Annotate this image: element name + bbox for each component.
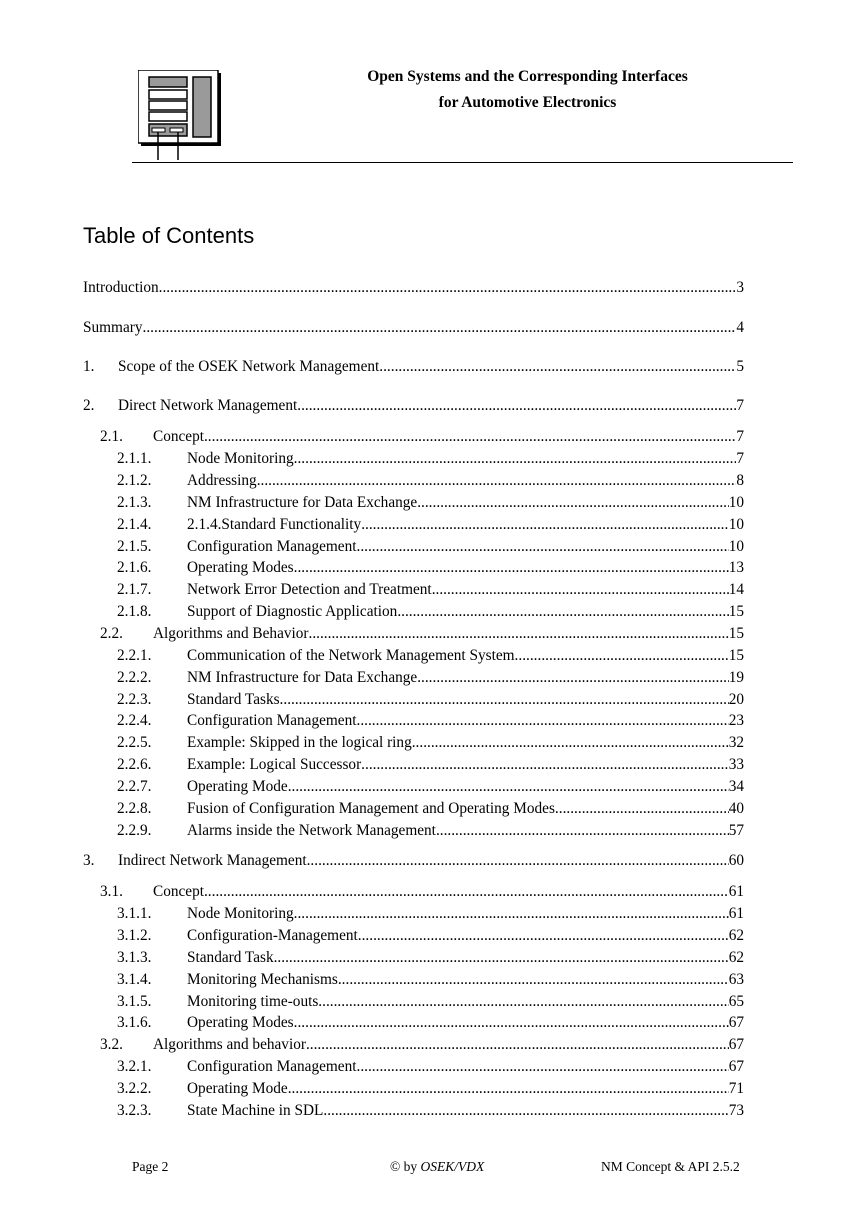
toc-entry[interactable] (117, 755, 744, 775)
toc-entry-number: 2. (83, 397, 95, 414)
toc-entry-number: 3.1. (100, 883, 123, 900)
toc-entry[interactable] (117, 970, 744, 990)
toc-entry[interactable] (100, 624, 744, 644)
toc-entry[interactable] (117, 537, 744, 557)
toc-entry-leader (397, 602, 728, 622)
toc-entry-page: 14 (728, 581, 744, 598)
toc-entry-leader (361, 755, 729, 775)
toc-entry-leader (379, 357, 736, 377)
header-title-line2: for Automotive Electronics (438, 94, 617, 111)
toc-entry-leader (257, 471, 737, 491)
toc-entry-leader (288, 1079, 729, 1099)
toc-entry[interactable] (83, 357, 744, 377)
toc-entry-leader (338, 970, 729, 990)
toc-entry-title: Node Monitoring (187, 905, 294, 922)
toc-entry-number: 2.1. (100, 428, 123, 445)
header-divider (132, 162, 793, 163)
toc-entry-leader (357, 1057, 729, 1077)
toc-entry-title: Configuration Management (187, 538, 357, 555)
toc-entry-page: 61 (728, 883, 744, 900)
toc-entry-page: 34 (728, 778, 744, 795)
toc-entry-title: Example: Logical Successor (187, 756, 362, 773)
header-title (300, 64, 755, 116)
toc-entry-number: 2.2.5. (117, 734, 152, 751)
toc-entry[interactable] (117, 493, 744, 513)
toc-entry-page: 62 (728, 949, 744, 966)
toc-entry-leader (280, 690, 729, 710)
toc-entry-page: 61 (728, 905, 744, 922)
toc-entry-leader (412, 733, 729, 753)
toc-entry[interactable] (117, 602, 744, 622)
toc-entry[interactable] (117, 1079, 744, 1099)
toc-entry[interactable] (117, 580, 744, 600)
toc-entry-title: Support of Diagnostic Application (187, 603, 398, 620)
toc-entry-leader (436, 821, 729, 841)
toc-entry-page: 10 (728, 538, 744, 555)
toc-entry-number: 2.2. (100, 625, 123, 642)
toc-entry-leader (357, 711, 729, 731)
toc-entry-page: 67 (728, 1014, 744, 1031)
toc-entry-page: 3 (736, 279, 744, 296)
toc-entry-number: 2.1.5. (117, 538, 152, 555)
toc-entry-page: 32 (728, 734, 744, 751)
toc-entry[interactable] (117, 471, 744, 491)
toc-entry-page: 4 (736, 319, 744, 336)
toc-entry-title: NM Infrastructure for Data Exchange (187, 494, 418, 511)
toc-entry-leader (417, 493, 729, 513)
toc-entry-leader (294, 904, 729, 924)
toc-entry[interactable] (117, 711, 744, 731)
toc-entry-number: 3.2. (100, 1036, 123, 1053)
toc-entry-number: 2.2.3. (117, 691, 152, 708)
toc-entry-number: 2.2.8. (117, 800, 152, 817)
toc-entry-page: 60 (728, 852, 744, 869)
toc-entry[interactable] (100, 427, 744, 447)
toc-entry-leader (555, 799, 729, 819)
toc-entry-title: Fusion of Configuration Management and Operating Modes (187, 800, 555, 817)
toc-entry-leader (204, 427, 736, 447)
toc-entry-number: 2.1.3. (117, 494, 152, 511)
toc-entry[interactable] (100, 1035, 744, 1055)
footer-copyright-prefix: © by (390, 1159, 421, 1174)
toc-entry[interactable] (83, 318, 744, 338)
toc-entry-page: 15 (728, 625, 744, 642)
toc-entry-page: 20 (728, 691, 744, 708)
toc-entry-number: 3.1.3. (117, 949, 152, 966)
toc-entry[interactable] (117, 799, 744, 819)
toc-entry-number: 3. (83, 852, 95, 869)
toc-entry-leader (515, 646, 729, 666)
toc-entry-title: Communication of the Network Management System (187, 647, 515, 664)
toc-entry-page: 57 (728, 822, 744, 839)
toc-entry-page: 67 (728, 1036, 744, 1053)
footer-copyright-owner: OSEK/VDX (420, 1159, 485, 1174)
toc-entry-title: Algorithms and behavior (153, 1036, 306, 1053)
toc-entry-page: 40 (728, 800, 744, 817)
toc-entry-number: 3.1.6. (117, 1014, 152, 1031)
toc-entry-number: 2.2.2. (117, 669, 152, 686)
toc-entry-page: 15 (728, 647, 744, 664)
toc-entry-leader (323, 1101, 728, 1121)
toc-entry-leader (306, 1035, 729, 1055)
toc-entry-number: 3.2.2. (117, 1080, 152, 1097)
toc-entry-title: Algorithms and Behavior (153, 625, 309, 642)
toc-entry-page: 65 (728, 993, 744, 1010)
toc-entry-number: 3.1.4. (117, 971, 152, 988)
toc-entry-number: 3.2.1. (117, 1058, 152, 1075)
toc-entry-page: 63 (728, 971, 744, 988)
toc-entry-page: 62 (728, 927, 744, 944)
toc-entry-number: 2.1.2. (117, 472, 152, 489)
toc-entry[interactable] (117, 926, 744, 946)
toc-entry-leader (294, 558, 729, 578)
toc-entry-title: Direct Network Management (118, 397, 298, 414)
toc-entry-title: Concept (153, 883, 204, 900)
toc-entry-page: 13 (728, 559, 744, 576)
toc-entry-number: 2.1.7. (117, 581, 152, 598)
toc-entry-title: Summary (83, 319, 143, 336)
toc-entry-number: 3.1.1. (117, 905, 152, 922)
toc-entry-page: 7 (736, 397, 744, 414)
toc-entry-title: Network Error Detection and Treatment (187, 581, 432, 598)
toc-entry-title: Operating Mode (187, 1080, 288, 1097)
toc-entry[interactable] (117, 690, 744, 710)
toc-entry-title: Standard Task (187, 949, 274, 966)
toc-entry[interactable] (117, 558, 744, 578)
toc-entry-title: Standard Tasks (187, 691, 280, 708)
toc-entry-page: 8 (736, 472, 744, 489)
toc-entry-leader (204, 882, 729, 902)
toc-entry-page: 19 (728, 669, 744, 686)
toc-entry-title: State Machine in SDL (187, 1102, 324, 1119)
toc-entry[interactable] (117, 992, 744, 1012)
toc-entry[interactable] (117, 515, 744, 535)
toc-entry-leader (307, 851, 729, 871)
footer-copyright (390, 1158, 484, 1176)
toc-heading: Table of Contents (83, 223, 255, 248)
toc-entry-page: 71 (728, 1080, 744, 1097)
toc-entry-leader (361, 515, 729, 535)
toc-entry[interactable] (117, 733, 744, 753)
toc-entry-leader (143, 318, 737, 338)
toc-entry[interactable] (100, 882, 744, 902)
toc-entry[interactable] (117, 821, 744, 841)
toc-entry[interactable] (117, 948, 744, 968)
toc-entry-leader (274, 948, 729, 968)
toc-entry[interactable] (83, 396, 744, 416)
toc-entry-number: 2.2.7. (117, 778, 152, 795)
toc-entry-title: 2.1.4.Standard Functionality (187, 516, 362, 533)
toc-entry-title: Operating Mode (187, 778, 288, 795)
toc-entry-number: 2.2.1. (117, 647, 152, 664)
toc-entry-title: Example: Skipped in the logical ring (187, 734, 412, 751)
toc-entry-page: 7 (736, 450, 744, 467)
toc-entry-leader (357, 537, 729, 557)
toc-entry[interactable] (117, 668, 744, 688)
toc-entry[interactable] (83, 851, 744, 871)
toc-entry-leader (159, 278, 737, 298)
toc-entry-leader (432, 580, 729, 600)
toc-entry-title: Introduction (83, 279, 159, 296)
toc-entry[interactable] (117, 904, 744, 924)
toc-entry-title: Configuration Management (187, 712, 357, 729)
toc-entry-number: 2.1.1. (117, 450, 152, 467)
toc-entry-leader (318, 992, 728, 1012)
toc-entry-title: Scope of the OSEK Network Management (118, 358, 380, 375)
toc-entry[interactable] (117, 777, 744, 797)
toc-entry-number: 3.1.2. (117, 927, 152, 944)
toc-entry-leader (297, 396, 736, 416)
toc-entry-leader (417, 668, 729, 688)
toc-entry-number: 2.2.9. (117, 822, 152, 839)
toc-entry-number: 2.1.4. (117, 516, 152, 533)
footer-doc-id: NM Concept & API 2.5.2 (601, 1159, 740, 1174)
toc-entry-page: 10 (728, 516, 744, 533)
toc-entry-page: 33 (728, 756, 744, 773)
toc-entry-title: NM Infrastructure for Data Exchange (187, 669, 418, 686)
toc-entry-title: Node Monitoring (187, 450, 294, 467)
toc-entry-page: 23 (728, 712, 744, 729)
toc-entry[interactable] (83, 278, 744, 298)
toc-entry-leader (294, 1013, 729, 1033)
toc-entry-number: 3.2.3. (117, 1102, 152, 1119)
toc-entry-number: 3.1.5. (117, 993, 152, 1010)
toc-entry-title: Configuration Management (187, 1058, 357, 1075)
toc-entry-title: Configuration-Management (187, 927, 358, 944)
toc-entry-title: Concept (153, 428, 204, 445)
toc-entry-title: Indirect Network Management (118, 852, 307, 869)
toc-entry-page: 15 (728, 603, 744, 620)
toc-entry[interactable] (117, 449, 744, 469)
toc-entry-page: 10 (728, 494, 744, 511)
toc-entry[interactable] (117, 1057, 744, 1077)
toc-entry-title: Addressing (187, 472, 257, 489)
toc-entry-page: 5 (736, 358, 744, 375)
toc-entry-leader (294, 449, 737, 469)
toc-entry-number: 2.2.4. (117, 712, 152, 729)
toc-entry-title: Operating Modes (187, 559, 294, 576)
toc-entry[interactable] (117, 1013, 744, 1033)
toc-entry-page: 7 (736, 428, 744, 445)
toc-entry-page: 67 (728, 1058, 744, 1075)
toc-entry-title: Operating Modes (187, 1014, 294, 1031)
toc-entry-number: 2.1.6. (117, 559, 152, 576)
footer-page-label: Page 2 (132, 1159, 169, 1174)
toc-entry-title: Monitoring time-outs (187, 993, 319, 1010)
toc-entry-number: 2.1.8. (117, 603, 152, 620)
toc-entry-title: Monitoring Mechanisms (187, 971, 338, 988)
toc-entry-number: 2.2.6. (117, 756, 152, 773)
header-title-line1: Open Systems and the Corresponding Interfaces (367, 68, 688, 85)
toc-entry[interactable] (117, 1101, 744, 1121)
toc-entry-title: Alarms inside the Network Management (187, 822, 436, 839)
toc-entry-leader (288, 777, 729, 797)
osek-logo-icon (138, 70, 222, 162)
toc-entry-number: 1. (83, 358, 95, 375)
toc-entry-leader (358, 926, 729, 946)
toc-entry-leader (309, 624, 729, 644)
toc-entry[interactable] (117, 646, 744, 666)
toc-entry-page: 73 (728, 1102, 744, 1119)
